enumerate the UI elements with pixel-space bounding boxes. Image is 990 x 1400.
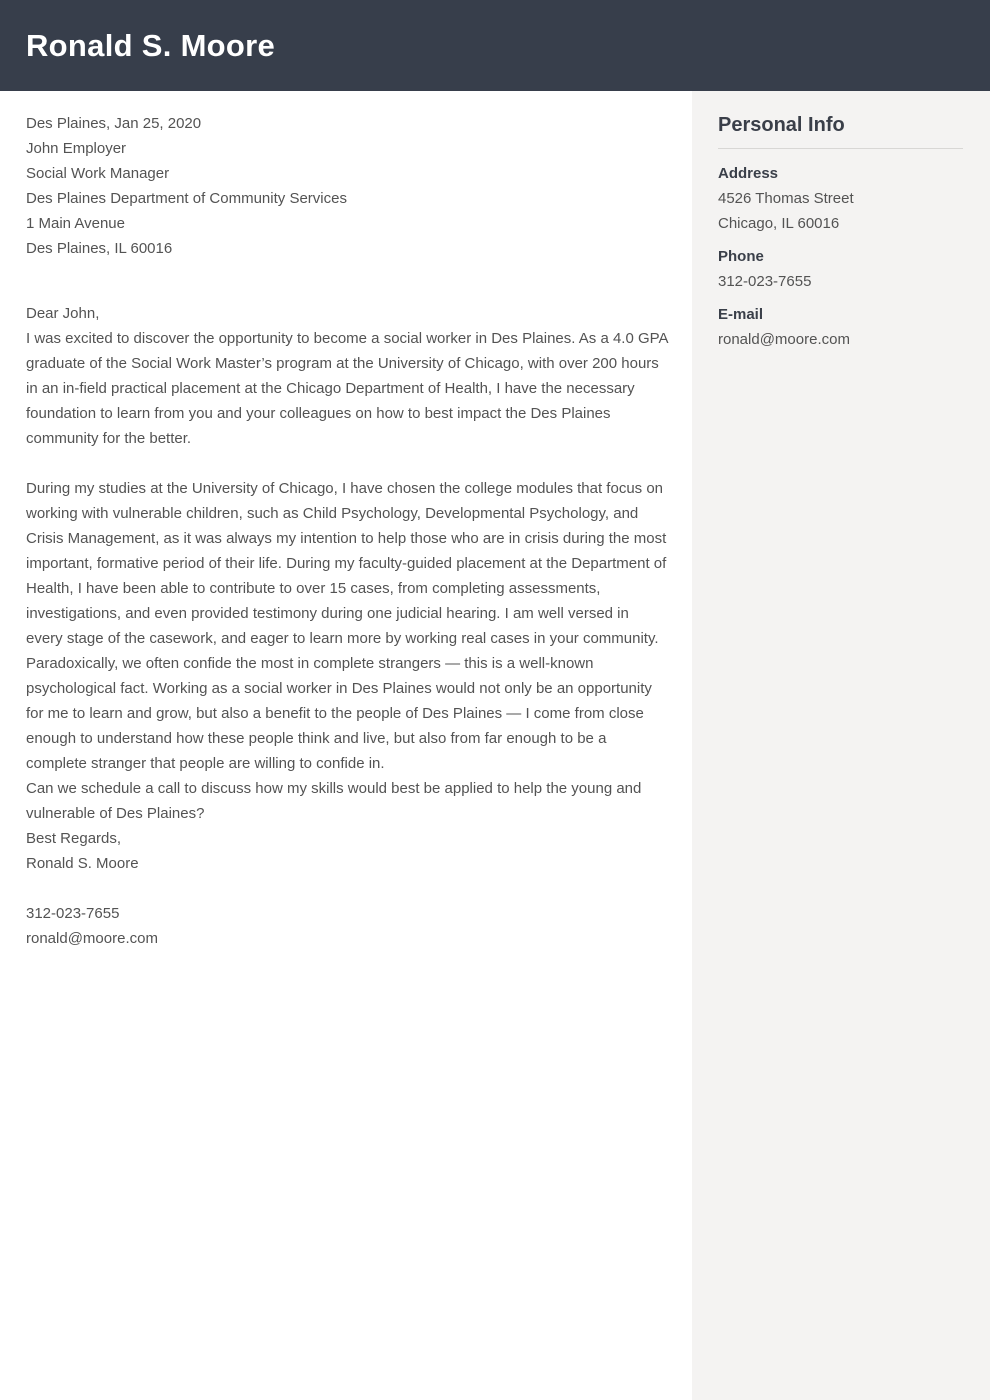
- letter-date: Des Plaines, Jan 25, 2020: [26, 115, 202, 132]
- paragraph-1: I was excited to discover the opportunity to become a social worker in Des Plaines. As a 4.0 GPA graduate of the Social Work Master’s program at the University of Chicago, with over 200 hours in an in-field practical placement at the Chicago Department of Health, I have the necessary foundation to learn from you and your colleagues on how to best impact the Des Plaines community for the better.: [26, 330, 668, 447]
- recipient-street: 1 Main Avenue: [26, 215, 125, 232]
- name-header: [0, 0, 990, 91]
- sidebar-title: Personal Info: [718, 113, 963, 149]
- email-group: [718, 302, 963, 352]
- recipient-title: Social Work Manager: [26, 165, 170, 182]
- personal-info-sidebar: [692, 91, 990, 1400]
- page-title: Ronald S. Moore: [26, 27, 276, 63]
- opening-paragraph: [26, 301, 668, 451]
- recipient-block: [26, 136, 668, 261]
- email-label: E-mail: [718, 306, 764, 323]
- paragraph-3: Paradoxically, we often confide the most in complete strangers — this is a well-known psychological fact. Working as a social worker in Des Plaines would not only be an opportunity for me to learn and grow, but also a benefit to the people of Des Plaines — I come from close enough to understand how these people think and live, but also from far enough to be a complete stranger that people are willing to confide in.: [26, 655, 652, 772]
- signature-email: ronald@moore.com: [26, 930, 158, 947]
- greeting: Dear John,: [26, 305, 100, 322]
- letter-body: [0, 91, 692, 1400]
- page-content: [0, 91, 990, 1400]
- address-label: Address: [718, 165, 779, 182]
- signature-contact-block: [26, 901, 668, 951]
- phone-group: [718, 244, 963, 294]
- paragraph-2: During my studies at the University of Chicago, I have chosen the college modules that focus on working with vulnerable children, such as Child Psychology, Developmental Psychology, and Crisis Management, as it was always my intention to help those who are in crisis during the most important, formative period of their life. During my faculty-guided placement at the Department of Health, I have been able to contribute to over 15 cases, from completing assessments, investigations, and even provided testimony during one judicial hearing. I am well versed in every stage of the casework, and eager to learn more by working real cases in your community.: [26, 480, 667, 647]
- recipient-company: Des Plaines Department of Community Services: [26, 190, 347, 207]
- phone-value: 312-023-7655: [718, 273, 812, 290]
- address-line-2: Chicago, IL 60016: [718, 215, 840, 232]
- signature-phone: 312-023-7655: [26, 905, 120, 922]
- recipient-name: John Employer: [26, 140, 127, 157]
- closing-block: [26, 826, 668, 876]
- signature-name: Ronald S. Moore: [26, 855, 139, 872]
- email-value: ronald@moore.com: [718, 331, 850, 348]
- paragraph-4: Can we schedule a call to discuss how my skills would best be applied to help the young and vulnerable of Des Plaines?: [26, 780, 642, 822]
- address-group: [718, 161, 963, 236]
- address-line-1: 4526 Thomas Street: [718, 190, 854, 207]
- recipient-city: Des Plaines, IL 60016: [26, 240, 173, 257]
- phone-label: Phone: [718, 248, 764, 265]
- valediction: Best Regards,: [26, 830, 122, 847]
